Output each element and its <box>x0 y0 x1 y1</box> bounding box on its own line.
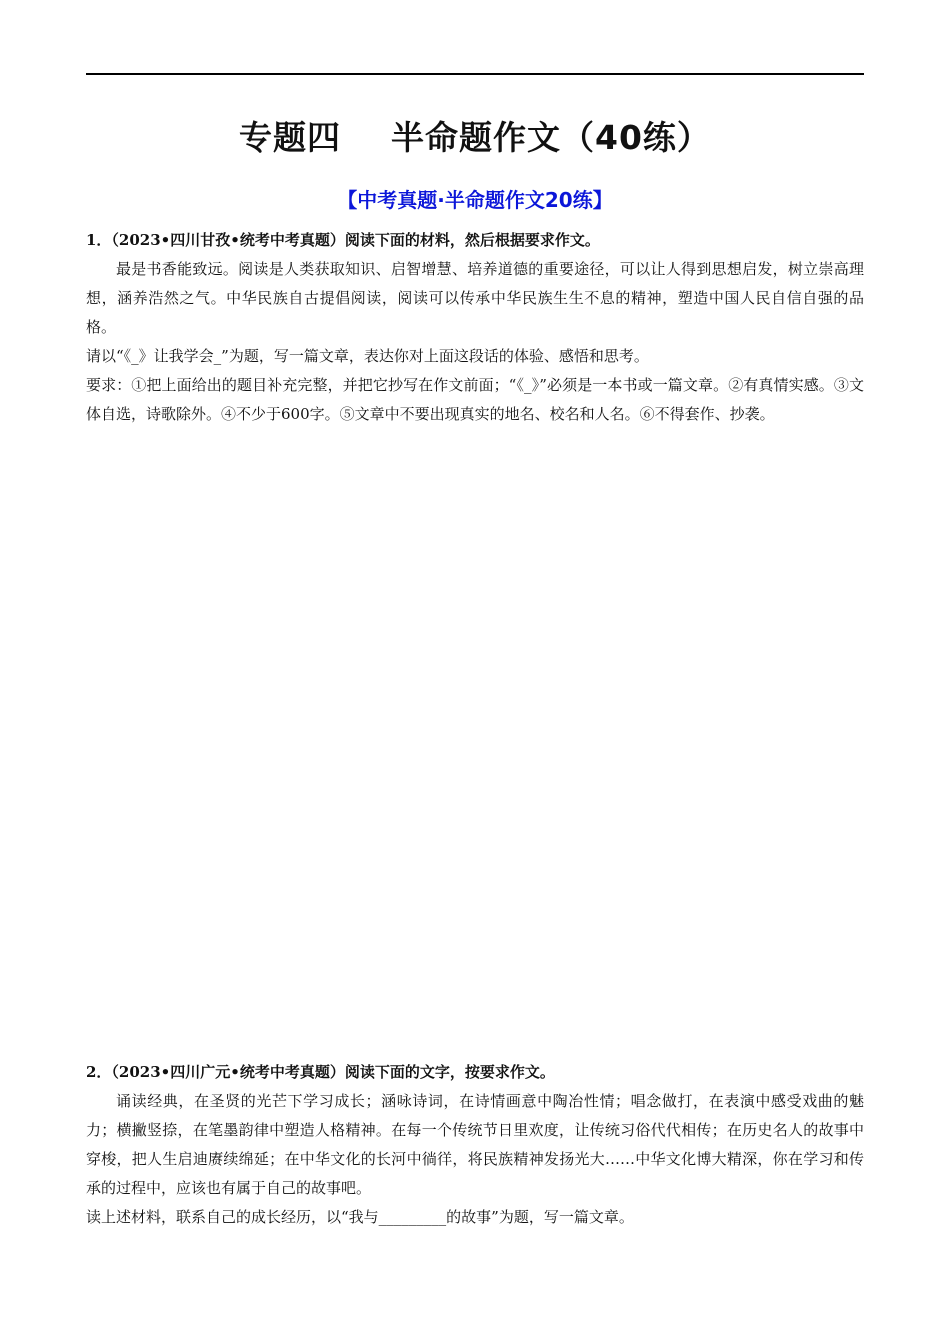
question-1-heading: 1．（2023•四川甘孜•统考中考真题）阅读下面的材料，然后根据要求作文。 <box>86 231 600 249</box>
question-1-requirements: 要求：①把上面给出的题目补充完整，并把它抄写在作文前面；“《_》”必须是一本书或一篇文章。②有真情实感。③文体自选，诗歌除外。④不少于600字。⑤文章中不要出现真实的地名、校名和人名。⑥不得套作、抄袭。 <box>86 376 864 423</box>
question-2-prompt: 读上述材料，联系自己的成长经历，以“我与_________的故事”为题，写一篇文章。 <box>86 1208 634 1226</box>
question-1-prompt: 请以“《_》让我学会_”为题，写一篇文章，表达你对上面这段话的体验、感悟和思考。 <box>86 347 649 365</box>
question-1-material: 最是书香能致远。阅读是人类获取知识、启智增慧、培养道德的重要途径，可以让人得到思想启发，树立崇高理想，涵养浩然之气。中华民族自古提倡阅读，阅读可以传承中华民族生生不息的精神，塑造中国人民自信自强的品格。 <box>86 260 864 336</box>
section-subtitle: 【中考真题·半命题作文20练】 <box>337 188 613 212</box>
page-title: 专题四 半命题作文（40练） <box>239 118 711 157</box>
header-rule <box>86 73 864 75</box>
question-2-material: 诵读经典，在圣贤的光芒下学习成长；涵咏诗词，在诗情画意中陶冶性情；唱念做打，在表演中感受戏曲的魅力；横撇竖捺，在笔墨韵律中塑造人格精神。在每一个传统节日里欢度，让传统习俗代代相传；在历史名人的故事中穿梭，把人生启迪赓续绵延；在中华文化的长河中徜徉，将民族精神发扬光大……中华文化博大精深，你在学习和传承的过程中，应该也有属于自己的故事吧。 <box>86 1092 864 1197</box>
question-1 <box>86 226 864 429</box>
question-2 <box>86 1058 864 1232</box>
question-2-heading: 2．（2023•四川广元•统考中考真题）阅读下面的文字，按要求作文。 <box>86 1063 555 1081</box>
